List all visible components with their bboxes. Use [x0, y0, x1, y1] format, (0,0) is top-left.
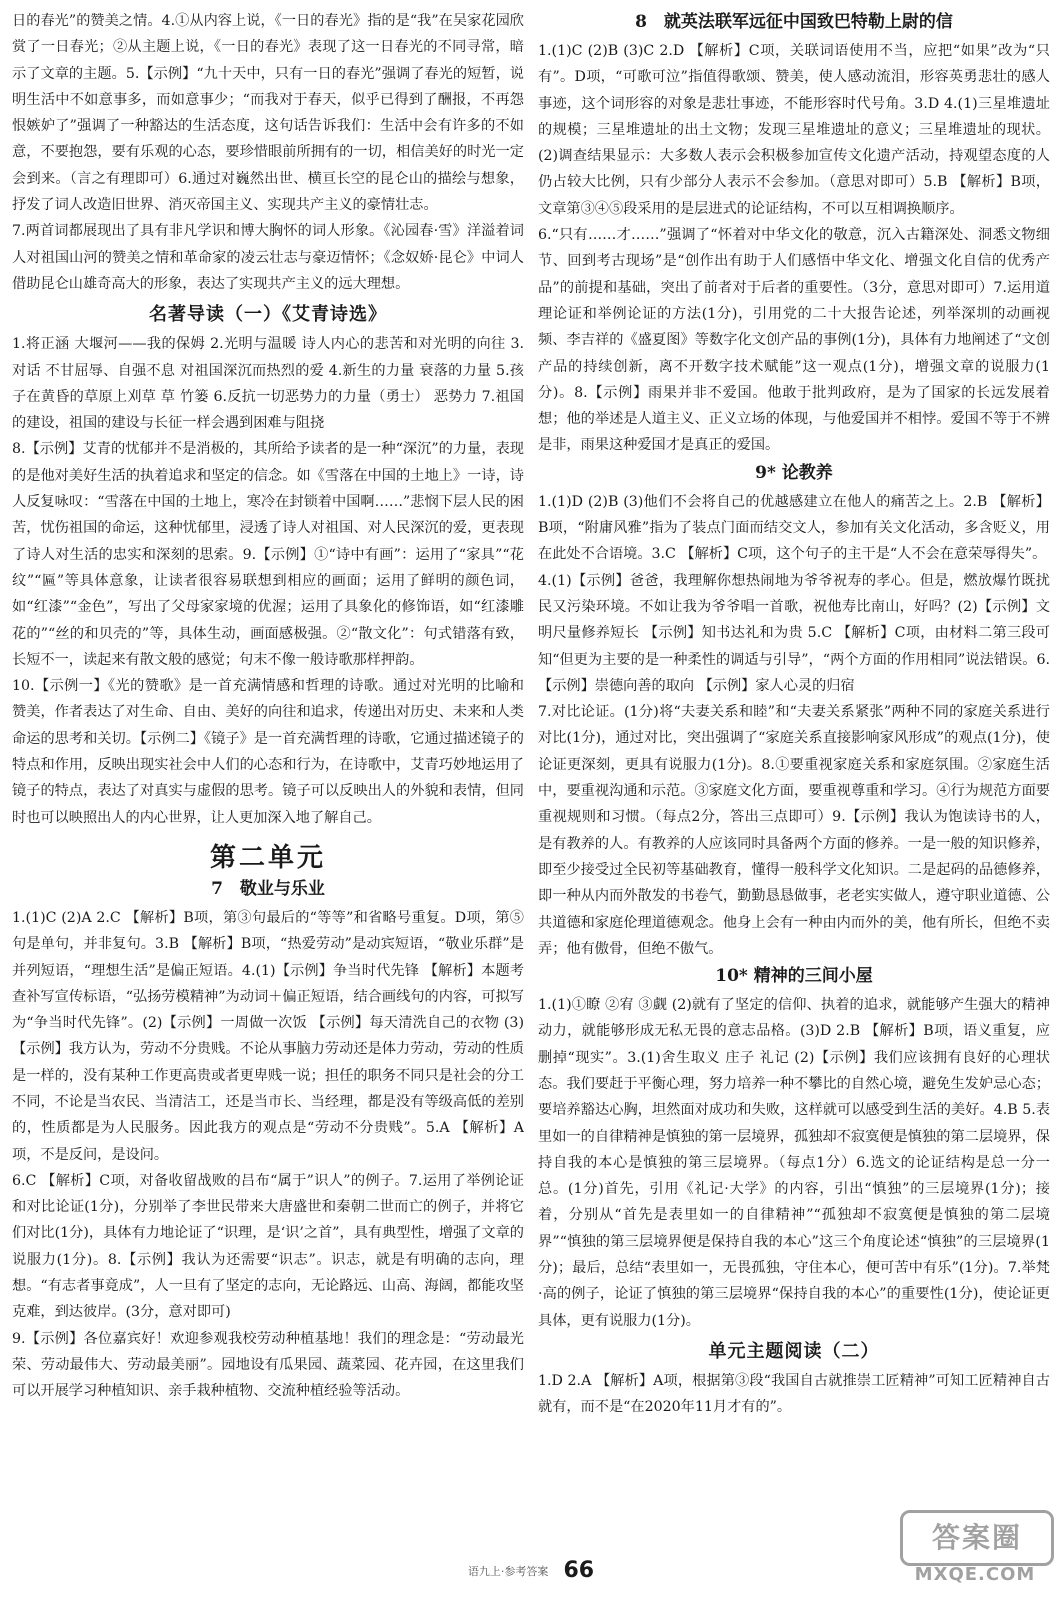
section-title-unit-reading: 单元主题阅读（二）	[708, 1340, 880, 1362]
footer-tag: 语九上·参考答案	[467, 1564, 549, 1578]
answer-paragraph: 1.(1)①瞭 ②宥 ③觑 (2)就有了坚定的信仰、执着的追求，就能够产生强大的精神动力，就能够形成无私无畏的意志品格。(3)D 2.B 【解析】B项，语义重复，应删掉“现实”。3.(1)舍生取义 庄子 礼记 (2)【示例】我们应该拥有良好的心理状态。我们要赶于平衡心理，努力培养一种不攀比的自然心境，避免生发妒忌心态；要培养豁达心胸，坦然面对成功和失败，这样就可以感受到生活的美好。4.B 5.表里如一的自律精神是慎独的第一层境界，孤独却不寂寞便是慎独的第二层境界，保持自我的本心是慎独的第三层境界。（每点1分）6.选文的论证结构是总一分一总。(1分)首先，引用《礼记·大学》的内容，引出“慎独”的三层境界(1分)；接着，分别从“首先是表里如一的自律精神”“孤独却不寂寞便是慎独的第二层境界”“慎独的第三层境界便是保持自我的本心”这三个角度论述“慎独”的三层境界(1分)；最后，总结“表里如一，无畏孤独，守住本心，便可苦中有乐”(1分)。7.举梵·高的例子，论证了慎独的第三层境界“保持自我的本心”的重要性(1分)，使论证更具体，更有说服力(1分)。	[538, 997, 1050, 1329]
answer-paragraph: 6.“只有……才……”强调了“怀着对中华文化的敬意，沉入古籍深处、洞悉文物细节、回到考古现场”是“创作出有助于人们感悟中华文化、增强文化自信的优秀产品”的前提和基础，突出了前者对于后者的重要性。（3分，意思对即可）7.运用道理论证和举例论证的方法(1分)，引用党的二十大报告论述，列举深圳的动画视频、李吉祥的《盛夏图》等数字化文创产品的事例(1分)，具体有力地阐述了“文创产品的持续创新，离不开数字技术赋能”这一观点(1分)，增强文章的说服力(1分)。8.【示例】雨果并非不爱国。他敢于批判政府，是为了国家的长远发展着想；他的举述是人道主义、正义立场的体现，与他爱国并不相悖。爱国不等于不辨是非，雨果这种爱国才是真正的爱国。	[538, 227, 1050, 454]
lesson-title-7: 7 敬业与乐业	[211, 878, 325, 899]
answer-paragraph: 4.(1)【示例】爸爸，我理解你想热闹地为爷爷祝寿的孝心。但是，燃放爆竹既扰民又污染环境。不如让我为爷爷唱一首歌，祝他寿比南山，好吗？(2)【示例】文明尺量修养短长 【示例】知书达礼和为贵 5.C 【解析】C项，由材料二第三段可知“但更为主要的是一种柔性的调适与引导”，“两个方面的作用相同”说法错误。6.【示例】崇德向善的取向 【示例】家人心灵的归宿	[538, 572, 1050, 694]
answer-paragraph: 1.D 2.A 【解析】A项，根据第③段“我国自古就推崇工匠精神”可知工匠精神自古就有，而不是“在2020年11月才有的”。	[538, 1372, 1050, 1416]
left-column	[12, 8, 524, 1548]
answer-paragraph: 1.(1)C (2)A 2.C 【解析】B项，第③句最后的“等等”和省略号重复。D项，第⑤句是单句，并非复句。3.B 【解析】B项，“热爱劳动”是动宾短语，“敬业乐群”是并列短语，“理想生活”是偏正短语。4.(1)【示例】争当时代先锋 【解析】本题考查补写宣传标语，“弘扬劳模精神”为动词＋偏正短语，结合画线句的内容，可拟写为“争当时代先锋”。(2)【示例】一周做一次饭 【示例】每天清洗自己的衣物 (3)【示例】我方认为，劳动不分贵贱。不论从事脑力劳动还是体力劳动，劳动的性质是一样的，没有某种工作更高贵或者更卑贱一说；担任的职务不同只是社会的分工不同，不论是当农民、当清洁工，还是当市长、当经理，都是没有等级高低的差别的，性质都是为人民服务。因此我方的观点是“劳动不分贵贱”。5.A 【解析】A项，不是反问，是设问。	[12, 909, 524, 1163]
answer-paragraph: 7.对比论证。(1分)将“夫妻关系和睦”和“夫妻关系紧张”两种不同的家庭关系进行对比(1分)，通过对比，突出强调了“家庭关系直接影响家风形成”的观点(1分)，使论证更深刻，更具有说服力(1分)。8.①要重视家庭关系和家庭氛围。②家庭生活中，要重视沟通和示范。③家庭文化方面，要重视尊重和学习。④行为规范方面要重视规则和习惯。（每点2分，答出三点即可）9.【示例】我认为饱读诗书的人，是有教养的人。有教养的人应该同时具备两个方面的修养。一是一般的知识修养，即至少接受过全民初等基础教育，懂得一般科学文化知识。二是起码的品德修养，即一种从内而外散发的书卷气，勤勤恳恳做事，老老实实做人，遵守职业道德、公共道德和家庭伦理道德观念。他身上会有一种由内而外的美，他有所长，但绝不卖弄；他有傲骨，但绝不傲气。	[538, 704, 1050, 957]
answer-paragraph: 6.C 【解析】C项，对备收留战败的吕布“属于”识人”的例子。7.运用了举例论证和对比论证(1分)，分别举了李世民带来大唐盛世和秦朝二世而亡的例子，并将它们对比(1分)，具体有力地论证了“识理，是‘识’之首”，具有典型性，增强了文章的说服力(1分)。8.【示例】我认为还需要“识志”。识志，就是有明确的志向，理想。“有志者事竟成”，人一旦有了坚定的志向，无论路远、山高、海阔，都能攻坚克难，到达彼岸。(3分，意对即可)	[12, 1172, 524, 1321]
answer-paragraph: 10.【示例一】《光的赞歌》是一首充满情感和哲理的诗歌。通过对光明的比喻和赞美，作者表达了对生命、自由、美好的向往和追求，传递出对历史、未来和人类命运的思考和关切。【示例二】《镜子》是一首充满哲理的诗歌，它通过描述镜子的特点和作用，反映出现实社会中人们的心态和行为，在诗歌中，艾青巧妙地运用了镜子的特点，表达了对真实与虚假的思考。镜子可以反映出人的外貌和表情，但同时也可以映照出人的内心世界，让人更加深入地了解自己。	[12, 678, 524, 826]
lesson-title-9: 9* 论教养	[755, 462, 833, 483]
watermark-badge: 答案圈	[900, 1510, 1054, 1566]
watermark-url: MXQE.COM	[914, 1564, 1036, 1585]
answer-paragraph: 9.【示例】各位嘉宾好！欢迎参观我校劳动种植基地！我们的理念是：“劳动最光荣、劳动最伟大、劳动最美丽”。园地设有瓜果园、蔬菜园、花卉园，在这里我们可以开展学习种植知识、亲手栽种植物、交流种植经验等活动。	[12, 1330, 524, 1400]
answer-paragraph: 8.【示例】艾青的忧郁并不是消极的，其所给予读者的是一种“深沉”的力量，表现的是他对美好生活的执着追求和坚定的信念。如《雪落在中国的土地上》一诗，诗人反复咏叹：“雪落在中国的土地上，寒冷在封锁着中国啊……”悲悯下层人民的困苦，忧伤祖国的命运，这种忧郁里，浸透了诗人对祖国、对人民深沉的爱，更表现了诗人对生活的忠实和深刻的思索。9.【示例】①“诗中有画”：运用了“家具”“花纹”“匾”等具体意象，让读者很容易联想到相应的画面；运用了鲜明的颜色词，如“红漆”“金色”，写出了父母家家境的优渥；运用了具象化的修饰语，如“红漆雕花的”“丝的和贝壳的”等，具体生动，画面感极强。②“散文化”：句式错落有致，长短不一，读起来有散文般的感觉；句末不像一般诗歌那样押韵。	[12, 441, 524, 668]
unit-title: 第二单元	[209, 842, 326, 873]
watermark-logo	[900, 1510, 1050, 1590]
answer-paragraph: 1.将正涵 大堰河——我的保姆 2.光明与温暖 诗人内心的悲苦和对光明的向往 3.对话 不甘屈辱、自强不息 对祖国深沉而热烈的爱 4.新生的力量 衰落的力量 5.孩子在黄昏的草原上刈草 草 竹篓 6.反抗一切恶势力的力量（勇士） 恶势力 7.祖国的建设，祖国的建设与长征一样会遇到困难与阻挠	[12, 336, 524, 432]
lesson-title-10: 10* 精神的三间小屋	[715, 966, 873, 987]
right-column	[538, 8, 1050, 1548]
answer-paragraph: 日的春光”的赞美之情。4.①从内容上说，《一日的春光》指的是“我”在吴家花园欣赏了一日春光；②从主题上说，《一日的春光》表现了这一日春光的不同寻常，暗示了文章的主题。5.【示例】“九十天中，只有一日的春光”强调了春光的短暂，说明生活中不如意事多，而如意事少；“而我对于春天，似乎已得到了酬报，不再怨恨嫉妒了”强调了一种豁达的生活态度，这句话告诉我们：生活中会有许多的不如意，不要抱怨，要有乐观的心态，要珍惜眼前所拥有的一切，相信美好的时光一定会到来。（言之有理即可）6.通过对巍然出世、横亘长空的昆仑山的描绘与想象，抒发了词人改造旧世界、消灭帝国主义、实现共产主义的豪情壮志。	[12, 13, 524, 214]
section-title-reading-guide: 名著导读（一）《艾青诗选》	[149, 304, 387, 326]
page-number: 66	[563, 1558, 595, 1583]
answer-paragraph: 1.(1)C (2)B (3)C 2.D 【解析】C项，关联词语使用不当，应把“如果”改为“只有”。D项，“可歌可泣”指值得歌颂、赞美，使人感动流泪，形容英勇悲壮的感人事迹，这个词形容的对象是悲壮事迹，不能形容时代号角。3.D 4.(1)三星堆遗址的规模；三星堆遗址的出土文物；发现三星堆遗址的意义；三星堆遗址的现状。(2)调查结果显示：大多数人表示会积极参加宣传文化遗产活动，持观望态度的人仍占较大比例，只有少部分人表示不会参加。（意思对即可）5.B 【解析】B项，文章第③④⑤段采用的是层进式的论证结构，不可以互相调换顺序。	[538, 43, 1050, 217]
answer-paragraph: 7.两首词都展现出了具有非凡学识和博大胸怀的词人形象。《沁园春·雪》洋溢着词人对祖国山河的赞美之情和革命家的凌云壮志与豪迈情怀；《念奴娇·昆仑》中词人借助昆仑山雄奇高大的形象，表达了实现共产主义的远大理想。	[12, 223, 524, 292]
answer-paragraph: 1.(1)D (2)B (3)他们不会将自己的优越感建立在他人的痛苦之上。2.B 【解析】B项，“附庸风雅”指为了装点门面而结交文人，参加有关文化活动，多含贬义，用在此处不合语境。3.C 【解析】C项，这个句子的主干是“人不会在意荣辱得失”。	[538, 493, 1050, 563]
lesson-title-8: 8 就英法联军远征中国致巴特勒上尉的信	[635, 12, 953, 32]
